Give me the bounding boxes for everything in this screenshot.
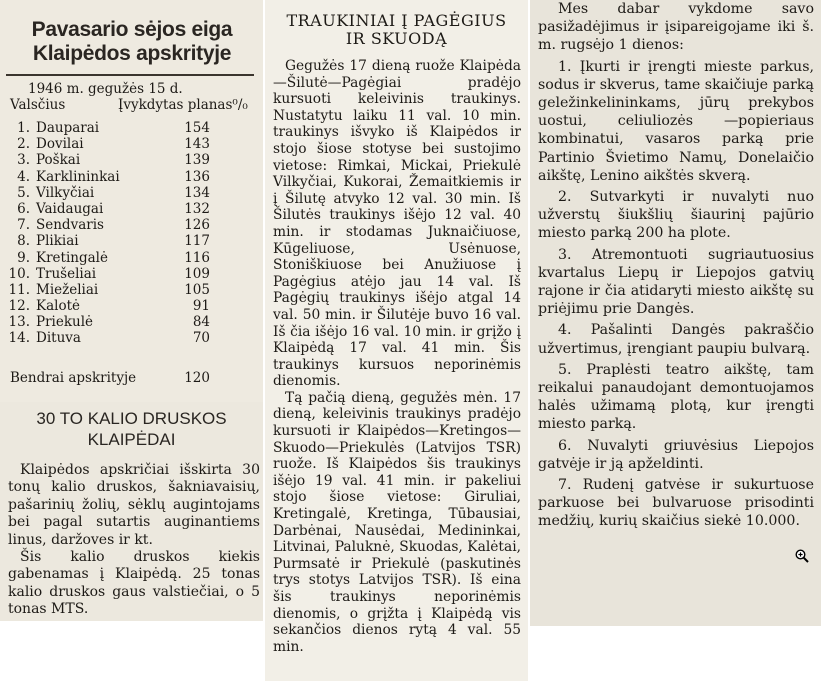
table-row (0, 201, 263, 217)
row-district: Poškai (36, 152, 81, 169)
row-value: 70 (192, 330, 210, 347)
salt-body (8, 462, 260, 619)
planting-title (6, 18, 258, 66)
row-number: 8. (17, 233, 30, 250)
table-row (0, 120, 263, 136)
column-header-district: Valsčius (10, 97, 66, 113)
pledge-item: 6. Nuvalyti griuvėsius Liepojos gatvėje ir ją apželdinti. (538, 437, 814, 472)
trains-clipping (265, 0, 528, 681)
row-district: Dovilai (36, 136, 84, 153)
total-value: 120 (184, 370, 210, 386)
trains-title (265, 12, 528, 48)
row-district: Kalotė (36, 298, 80, 315)
table-row (0, 217, 263, 233)
table-row (0, 136, 263, 152)
pledges-body (538, 0, 814, 531)
pledge-item: 1. Įkurti ir įrengti mieste parkus, sodus ir skverus, tame skaičiuje parką geležinkelininkams, jūrų prekybos uostui, celiuliozės —popieriaus kombinatui, vasaros parką prie Partinio Švietimo Namų, Donelaičio aikštę, Lenino aikštės skverą. (538, 58, 814, 184)
row-value: 105 (184, 281, 210, 298)
total-label: Bendrai apskrityje (10, 370, 137, 386)
salt-title-line2: KLAIPĖDAI (87, 430, 176, 449)
row-value: 139 (184, 152, 210, 169)
title-divider (6, 74, 254, 76)
row-value: 154 (184, 120, 210, 136)
planting-title-line2: Klaipėdos apskrityje (32, 42, 232, 65)
pledge-item: 5. Praplėsti teatro aikštę, tam reikalui panaudojant demontuojamos halės užimamą plotą, kur įrengti miesto parką. (538, 361, 814, 433)
row-district: Trušeliai (36, 265, 97, 282)
pledge-item: 4. Pašalinti Dangės pakraščio užvertimus, įrengiant paupiu bulvarą. (538, 322, 814, 357)
table-row (0, 152, 263, 168)
table-row (0, 282, 263, 298)
row-district: Plikiai (36, 233, 79, 250)
table-row (0, 298, 263, 314)
table-row (0, 266, 263, 282)
row-district: Vilkyčiai (36, 184, 95, 201)
row-number: 11. (8, 281, 30, 298)
row-district: Mieželiai (36, 281, 99, 298)
trains-title-line1: TRAUKINIAI Į PAGĖGIUS (286, 11, 507, 30)
table-row (0, 250, 263, 266)
row-number: 3. (17, 152, 30, 169)
row-number: 6. (17, 200, 30, 217)
salt-paragraph: Klaipėdos apskričiai išskirta 30 tonų kalio druskos, šakniavaisių, pašarinių žolių, sėklų augintojams bei pagal sutartis auginantiems linus, daržoves ir kt. (8, 462, 260, 548)
row-district: Vaidaugai (36, 200, 104, 217)
row-district: Sendvaris (36, 217, 104, 234)
row-district: Dauparai (36, 120, 100, 136)
table-row (0, 330, 263, 346)
pledges-intro: Mes dabar vykdome savo pasižadėjimus ir įsipareigojame iki š. m. rugsėjo 1 dienos: (538, 1, 814, 54)
planting-table (0, 120, 263, 347)
row-value: 117 (184, 233, 210, 250)
salt-paragraph: Šis kalio druskos kiekis gabenamas į Klaipėdą. 25 tonas kalio druskos gaus valstiečiai, o 5 tonas MTS. (8, 549, 260, 618)
row-number: 2. (17, 136, 30, 153)
row-value: 126 (184, 217, 210, 234)
row-value: 132 (184, 200, 210, 217)
pledges-clipping (530, 0, 821, 626)
salt-title (0, 408, 263, 450)
row-number: 14. (8, 330, 30, 347)
total-row (0, 369, 263, 387)
trains-paragraph: Gegužės 17 dieną ruože Klaipėda—Šilutė—Pagėgiai pradėjo kursuoti keleivinis traukinys. Nustatytu laiku 11 val. 10 min. traukinys išvyko iš Klaipėdos ir stojo šiose stotyse bei sustojimo vietose: Rimkai, Mickai, Priekulė Vilkyčiai, Kukorai, Žemaitkiemis ir į Šilutę atvyko 12 val. 30 min. Iš Šilutės traukinys išėjo 12 val. 40 min. ir stodamas Juknaičiuose, Kūgeliuose, Usėnuose, Stoniškiuose bei Anužiuose į Pagėgius atėjo jau 14 val. Iš Pagėgių traukinys išėjo atgal 14 val. 50 min. ir Šilutėje buvo 16 val. Iš čia išėjo 16 val. 10 min. ir grįžo į Klaipėdą 17 val. 41 min. Šis traukinys kursuos neporinėmis dienomis. (273, 58, 521, 390)
row-district: Dituva (36, 330, 81, 347)
zoom-in-icon[interactable] (795, 548, 809, 562)
salt-clipping (0, 402, 263, 621)
table-row (0, 169, 263, 185)
row-number: 1. (17, 120, 30, 136)
table-row (0, 314, 263, 330)
row-number: 7. (17, 217, 30, 234)
row-value: 109 (184, 265, 210, 282)
column-header-plan: Įvykdytas planas⁰/₀ (118, 97, 248, 113)
row-district: Priekulė (36, 314, 94, 331)
row-value: 134 (184, 184, 210, 201)
trains-body (273, 58, 521, 655)
pledge-item: 2. Sutvarkyti ir nuvalyti nuo užverstų šiukšlių šiaurinį pajūrio miesto parką 200 ha plote. (538, 189, 814, 242)
planting-title-line1: Pavasario sėjos eiga (31, 18, 233, 41)
row-value: 116 (184, 249, 210, 266)
planting-date: 1946 m. gegužės 15 d. (28, 81, 183, 97)
row-number: 10. (8, 265, 30, 282)
planting-clipping (0, 0, 263, 402)
table-row (0, 185, 263, 201)
row-value: 91 (192, 298, 210, 315)
trains-paragraph: Tą pačią dieną, gegužės mėn. 17 dieną, keleivinis traukinys pradėjo kursuoti ir Klaipėdos—Kretingos—Skuodo—Priekulės (Latvijos TSR) ruože. Iš Klaipėdos šis traukinys išėjo 19 val. 41 min. ir pakeliui stojo šiose vietose: Giruliai, Kretingalė, Kretinga, Tūbausiai, Darbėnai, Nausėdai, Medininkai, Litvinai, Paluknė, Skuodas, Kalėtai, Purmsatė ir Priekulė (paskutinės trys stotys Latvijos TSR). Iš eina šis traukinys neporinėmis dienomis, o grįžta į Klaipėdą vis sekančios dienos rytą 4 val. 55 min. (273, 389, 521, 655)
pledge-item: 7. Rudenį gatvėse ir sukurtuose parkuose bei bulvaruose prisodinti medžių, kurių skaičius siekė 10.000. (538, 477, 814, 530)
row-number: 5. (17, 184, 30, 201)
row-number: 12. (8, 298, 30, 315)
row-district: Karklininkai (36, 168, 120, 185)
table-row (0, 233, 263, 249)
row-value: 143 (184, 136, 210, 153)
row-number: 4. (17, 168, 30, 185)
row-value: 136 (184, 168, 210, 185)
row-number: 13. (8, 314, 30, 331)
trains-title-line2: IR SKUODĄ (345, 29, 448, 48)
salt-title-line1: 30 TO KALIO DRUSKOS (36, 409, 227, 428)
row-value: 84 (192, 314, 210, 331)
row-number: 9. (17, 249, 30, 266)
row-district: Kretingalė (36, 249, 108, 266)
pledge-item: 3. Atremontuoti sugriautuosius kvartalus Liepų ir Liepojos gatvių rajone ir čia atidaryti miesto aikštę su priėjimu prie Dangės. (538, 246, 814, 318)
